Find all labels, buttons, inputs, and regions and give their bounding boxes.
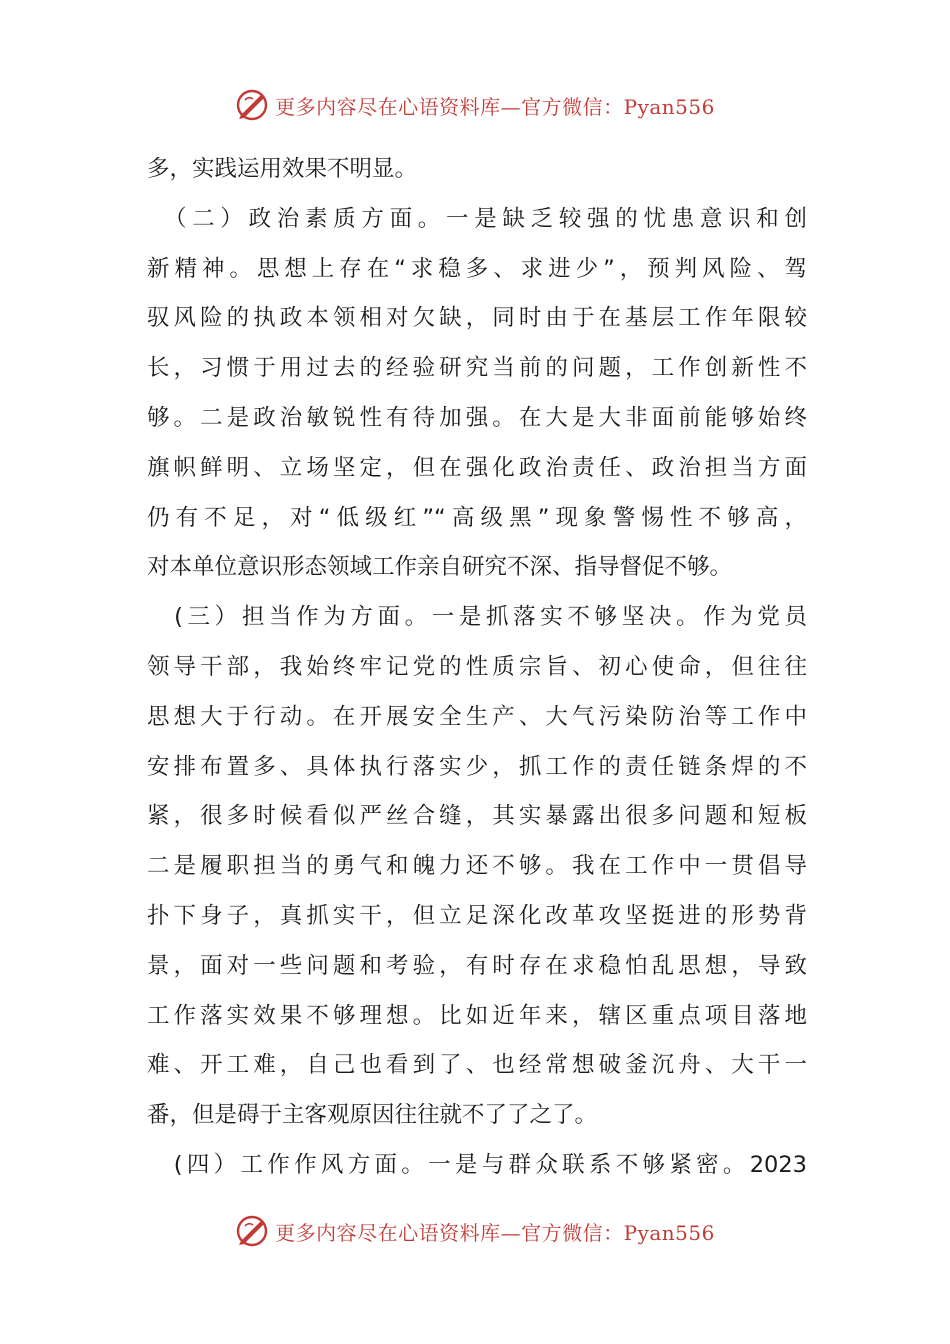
pen-logo-icon — [235, 88, 269, 122]
text-line: 紧，很多时候看似严丝合缝，其实暴露出很多问题和短板 — [147, 803, 807, 830]
text-line: 番，但是碍于主客观原因往往就不了了之了。 — [147, 1102, 598, 1129]
text-line: (三）担当作为方面。一是抓落实不够坚决。作为党员 — [147, 604, 807, 631]
paragraph — [147, 145, 807, 195]
text-line: 景，面对一些问题和考验，有时存在求稳怕乱思想，导致 — [147, 952, 807, 979]
text-line: 多，实践运用效果不明显。 — [147, 156, 418, 182]
watermark-text: 更多内容尽在心语资料库—官方微信：Pyan556 — [275, 94, 715, 119]
text-line: 扑下身子，真抓实干，但立足深化改革攻坚挺进的形势背 — [147, 902, 807, 929]
text-line: 难、开工难，自己也看到了、也经常想破釜沉舟、大干一 — [147, 1052, 807, 1079]
footer-watermark — [0, 1211, 950, 1251]
text-line: 长，习惯于用过去的经验研究当前的问题，工作创新性不 — [147, 355, 807, 382]
watermark-text: 更多内容尽在心语资料库—官方微信：Pyan556 — [275, 1220, 715, 1245]
text-line: (四）工作作风方面。一是与群众联系不够紧密。2023 — [147, 1151, 807, 1178]
text-line: 新精神。思想上存在“求稳多、求进少”，预判风险、驾 — [147, 255, 807, 282]
paragraph — [147, 1141, 807, 1191]
text-line: 驭风险的执政本领相对欠缺，同时由于在基层工作年限较 — [147, 305, 807, 332]
text-line: 思想大于行动。在开展安全生产、大气污染防治等工作中 — [147, 703, 807, 730]
text-line: 对本单位意识形态领域工作亲自研究不深、指导督促不够。 — [147, 554, 733, 581]
pen-logo-icon — [235, 1214, 269, 1248]
text-line: 二是履职担当的勇气和魄力还不够。我在工作中一贯倡导 — [147, 853, 807, 880]
text-line: 旗帜鲜明、立场坚定，但在强化政治责任、政治担当方面 — [147, 454, 807, 481]
text-line: 领导干部，我始终牢记党的性质宗旨、初心使命，但往往 — [147, 653, 807, 680]
text-line: 仍有不足，对“低级红”“高级黑”现象警惕性不够高， — [147, 504, 807, 531]
text-line: 够。二是政治敏锐性有待加强。在大是大非面前能够始终 — [147, 404, 807, 431]
text-line: （二）政治素质方面。一是缺乏较强的忧患意识和创 — [147, 205, 807, 232]
paragraph — [147, 593, 807, 1141]
paragraph — [147, 195, 807, 593]
text-line: 工作落实效果不够理想。比如近年来，辖区重点项目落地 — [147, 1002, 807, 1029]
header-watermark — [0, 85, 950, 125]
text-line: 安排布置多、具体执行落实少，抓工作的责任链条焊的不 — [147, 753, 807, 780]
body-text — [147, 145, 807, 1191]
